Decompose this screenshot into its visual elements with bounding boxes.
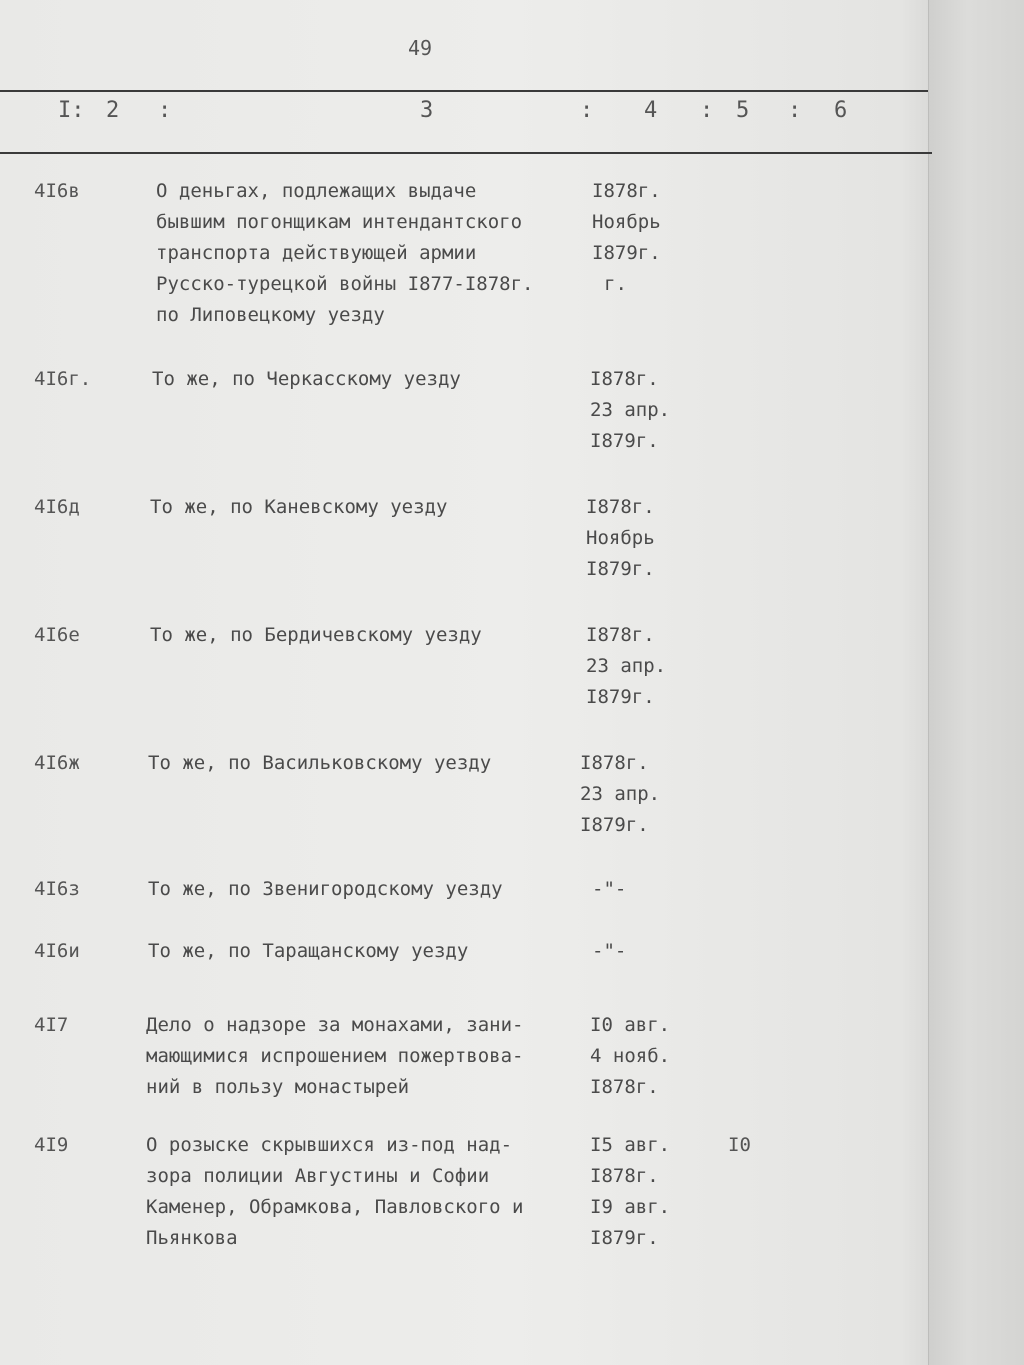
entry-title-line: То же, по Звенигородскому уезду <box>148 878 503 900</box>
entry-title <box>152 364 592 395</box>
entry-title <box>146 1010 586 1103</box>
column-header-2: 2 <box>106 98 120 123</box>
entry-title-line: То же, по Таращанскому уезду <box>148 940 469 962</box>
entry-date-line: I878г. <box>590 1165 659 1187</box>
entry-title-line: То же, по Каневскому уезду <box>150 496 448 518</box>
entry-date-line: I879г. <box>590 430 659 452</box>
entry-date-line: I878г. <box>580 752 649 774</box>
entry-title <box>150 492 590 523</box>
column-header-separator: : <box>580 98 594 123</box>
entry-date-line: I0 авг. <box>590 1014 671 1036</box>
entry-dates <box>586 620 696 713</box>
entry-title-line: О розыске скрывшихся из-под над- <box>146 1134 513 1156</box>
entry-date-line: Ноябрь <box>586 527 655 549</box>
entry-number: 4I6г. <box>34 368 92 390</box>
entry-dates <box>592 874 702 905</box>
entry-date-line: 4 нояб. <box>590 1045 671 1067</box>
entry-title-line: То же, по Васильковскому уезду <box>148 752 492 774</box>
entry-date-line: I879г. <box>580 814 649 836</box>
entry-number: 4I7 <box>34 1014 69 1036</box>
entry-date-line: I9 авг. <box>590 1196 671 1218</box>
entry-date-line: 23 апр. <box>580 783 661 805</box>
entry-title-line: по Липовецкому уезду <box>156 304 385 326</box>
entry-title <box>146 1130 586 1254</box>
entry-date-line: 23 апр. <box>586 655 667 677</box>
column-header-separator: : <box>700 98 714 123</box>
entry-date-line: I878г. <box>586 496 655 518</box>
entry-number: 4I6д <box>34 496 80 518</box>
entry-title-line: транспорта действующей армии <box>156 242 477 264</box>
entry-title-line: Каменер, Обрамкова, Павловского и <box>146 1196 524 1218</box>
column-header-3: 3 <box>420 98 434 123</box>
entry-date-line: I879г. <box>586 558 655 580</box>
entry-dates <box>592 176 702 300</box>
entry-title-line: мающимися испрошением пожертвова- <box>146 1045 524 1067</box>
entry-number: 4I6е <box>34 624 80 646</box>
entry-dates <box>590 364 700 457</box>
entry-date-line: -"- <box>592 940 627 962</box>
entry-title <box>150 620 590 651</box>
column-header-separator: : <box>788 98 802 123</box>
header-top-rule <box>0 90 928 92</box>
entry-date-line: I879г. <box>586 686 655 708</box>
entry-title-line: ний в пользу монастырей <box>146 1076 410 1098</box>
entry-date-line: I879г. <box>592 242 661 264</box>
entry-number: 4I6и <box>34 940 80 962</box>
entry-date-line: I878г. <box>590 1076 659 1098</box>
column-header-4: 4 <box>644 98 658 123</box>
entry-pages: I0 <box>728 1134 751 1156</box>
entry-title-line: зора полиции Августины и Софии <box>146 1165 490 1187</box>
entry-number: 4I6ж <box>34 752 80 774</box>
column-header-5: 5 <box>736 98 750 123</box>
entry-date-line: Ноябрь <box>592 211 661 233</box>
entry-date-line: I878г. <box>586 624 655 646</box>
entry-title <box>148 748 588 779</box>
entry-number: 4I9 <box>34 1134 69 1156</box>
entry-title-line: Пьянкова <box>146 1227 238 1249</box>
entry-dates <box>592 936 702 967</box>
entry-title-line: О деньгах, подлежащих выдаче <box>156 180 477 202</box>
entry-date-line: I878г. <box>590 368 659 390</box>
entry-date-line: -"- <box>592 878 627 900</box>
entry-title <box>156 176 596 331</box>
entry-title-line: Русско-турецкой войны I877-I878г. <box>156 273 534 295</box>
entry-title-line: То же, по Черкасскому уезду <box>152 368 461 390</box>
entry-number: 4I6з <box>34 878 80 900</box>
entry-date-line: г. <box>604 273 627 295</box>
entry-dates <box>590 1010 700 1103</box>
column-header-separator: : <box>158 98 172 123</box>
entry-date-line: I878г. <box>592 180 661 202</box>
entry-title-line: бывшим погонщикам интендантского <box>156 211 523 233</box>
column-header-1: I: <box>58 98 85 123</box>
entry-title-line: Дело о надзоре за монахами, зани- <box>146 1014 524 1036</box>
entry-dates <box>590 1130 700 1254</box>
entry-dates <box>580 748 690 841</box>
entry-title <box>148 874 588 905</box>
entry-date-line: 23 апр. <box>590 399 671 421</box>
entry-dates <box>586 492 696 585</box>
entry-title-line: То же, по Бердичевскому уезду <box>150 624 482 646</box>
column-header-6: 6 <box>834 98 848 123</box>
entry-date-line: I5 авг. <box>590 1134 671 1156</box>
entry-date-line: I879г. <box>590 1227 659 1249</box>
entry-number: 4I6в <box>34 180 80 202</box>
header-bottom-rule <box>0 152 932 154</box>
page-number: 49 <box>408 36 433 60</box>
entry-title <box>148 936 588 967</box>
page-edge-shadow <box>928 0 1024 1365</box>
